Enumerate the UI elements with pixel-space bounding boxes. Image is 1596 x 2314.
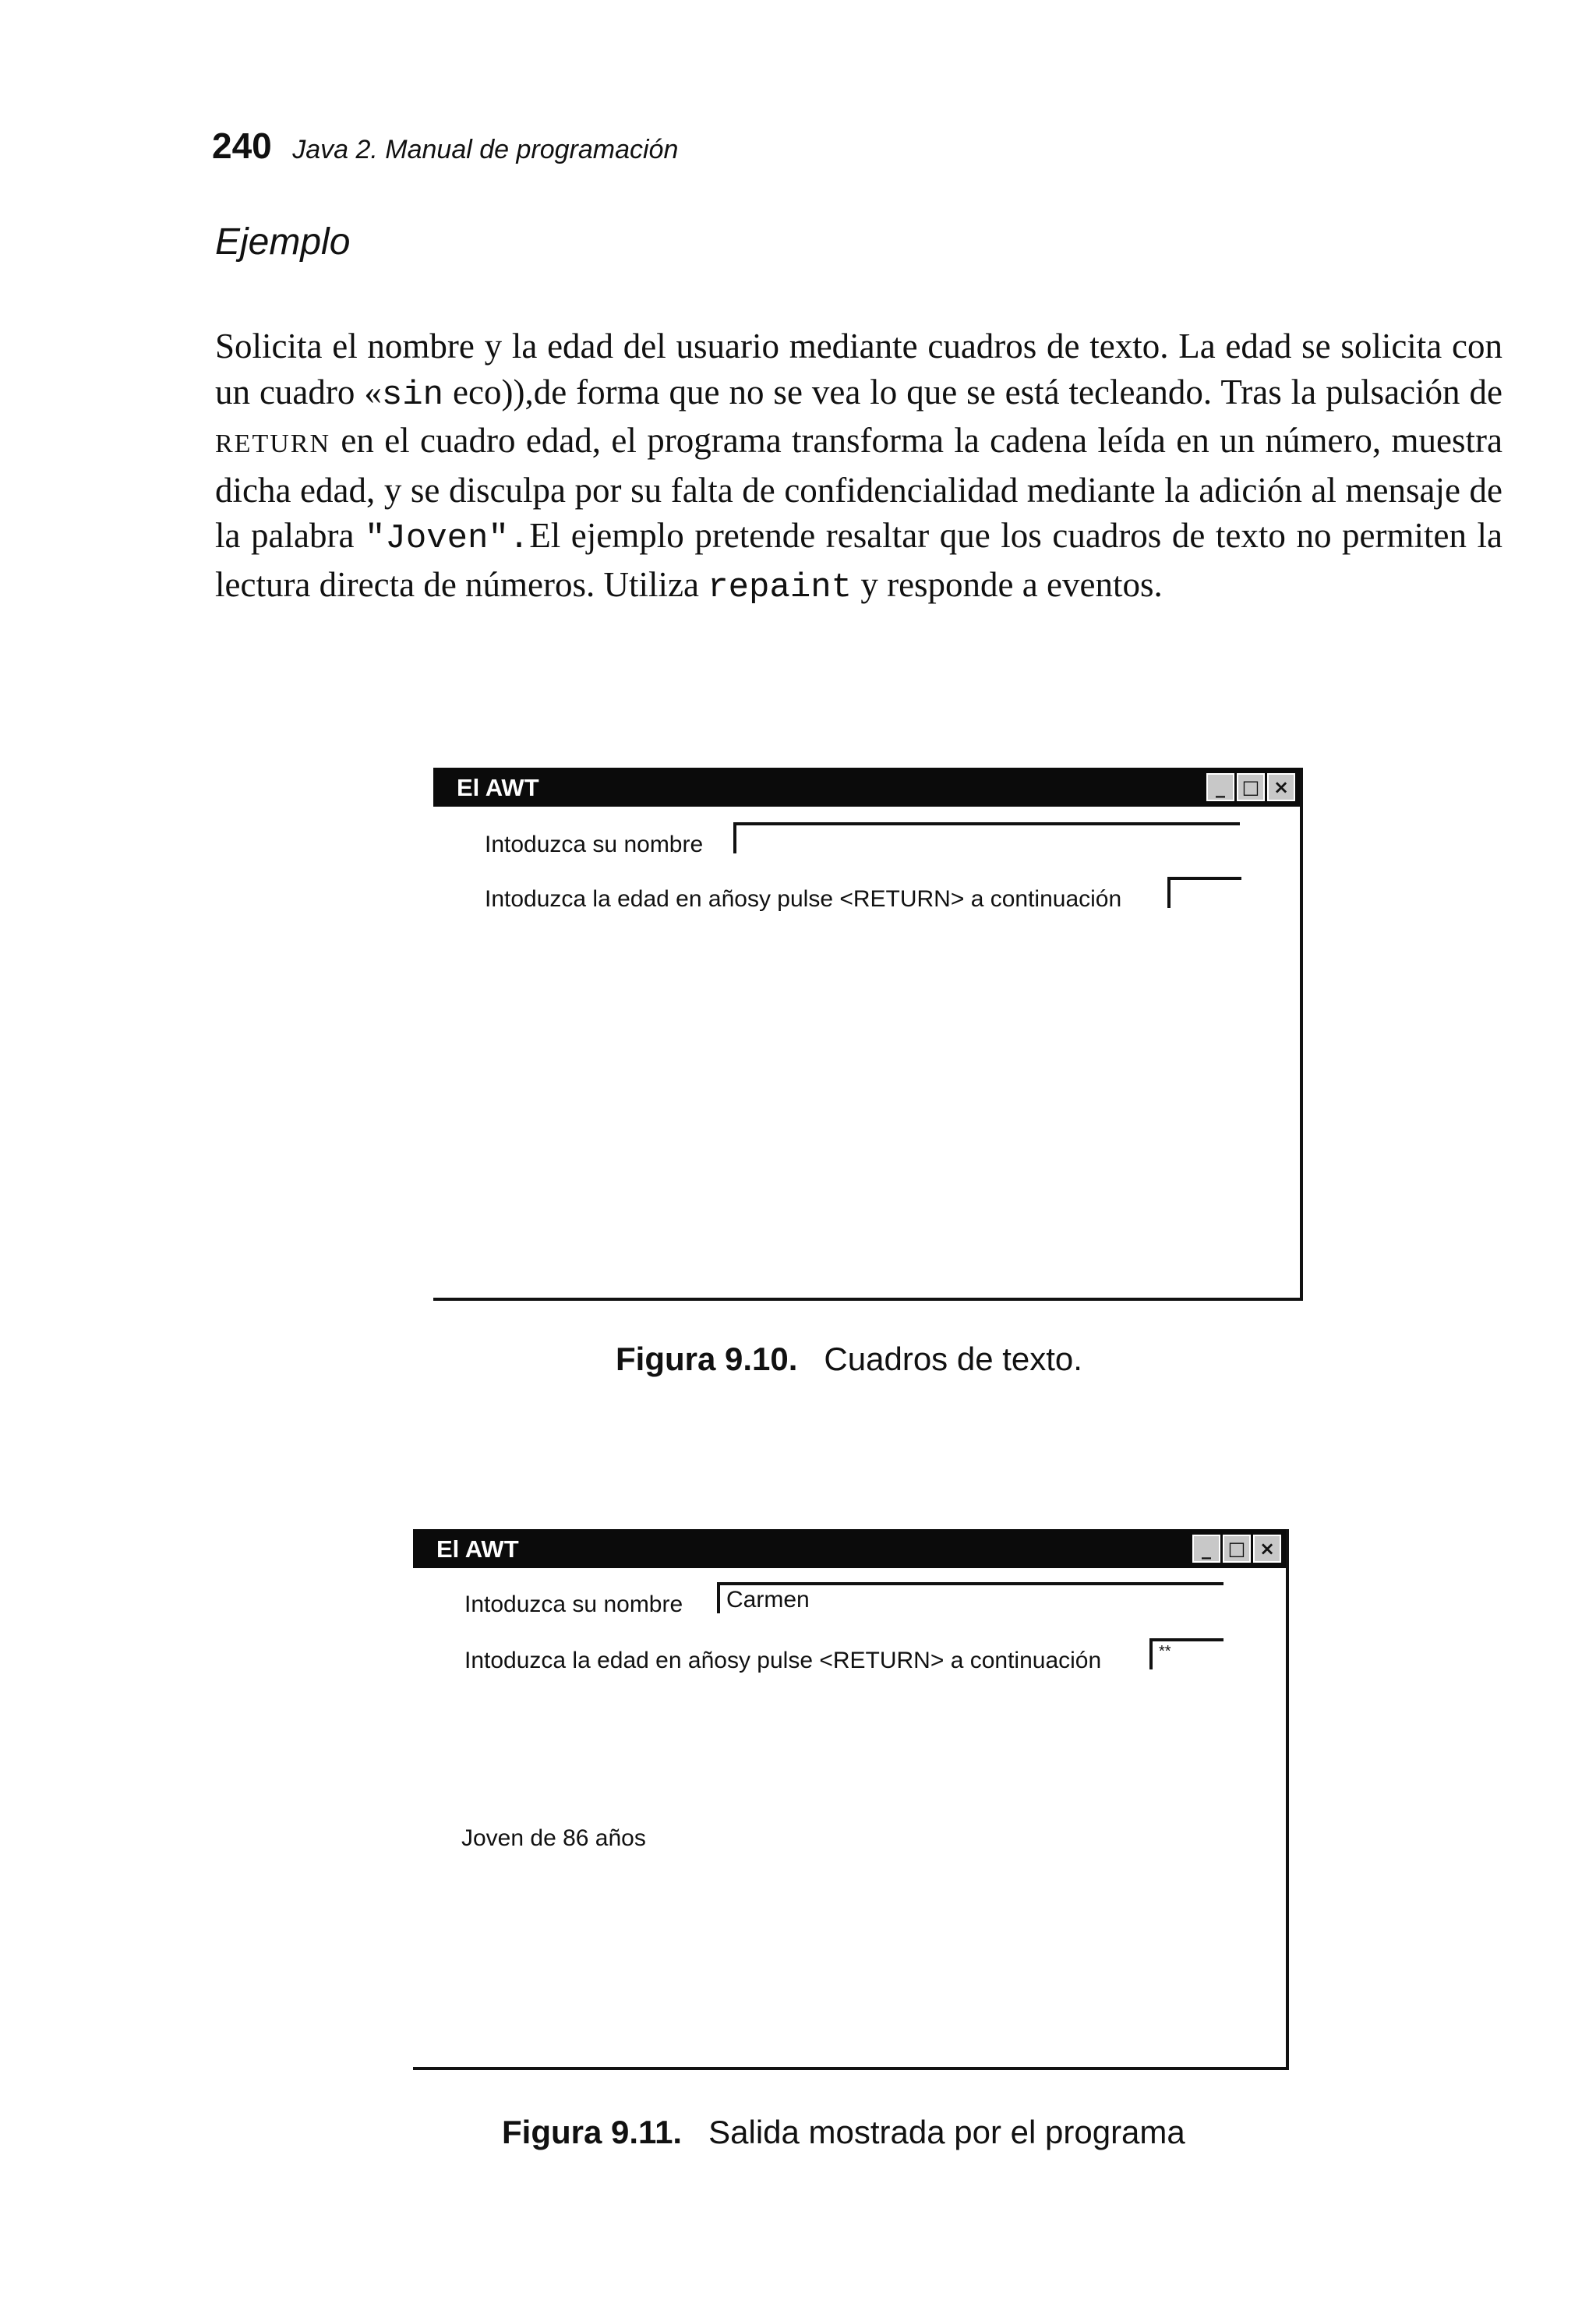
paragraph-text: en el cuadro edad, el programa transforma la cadena leída en un número, muestra dicha edad, y se disculpa por su falta de confidencialidad mediante la adición al mensaje de la palabra [215, 421, 1502, 555]
window-titlebar [433, 768, 1300, 807]
awt-window-output [413, 1529, 1289, 2070]
figure-caption [616, 1341, 1082, 1378]
page-header [212, 125, 678, 167]
figure-caption [502, 2114, 1185, 2151]
minimize-icon[interactable]: _ [1206, 773, 1234, 801]
caption-number: Figura 9.10. [616, 1341, 798, 1377]
window-title: El AWT [457, 774, 539, 801]
output-message: Joven de 86 años [461, 1825, 646, 1851]
paragraph-text: y responde a eventos. [852, 564, 1163, 604]
keyword-return: RETURN [215, 429, 330, 458]
age-label: Intoduzca la edad en añosy pulse <RETURN> a continuación [485, 886, 1122, 912]
page-number: 240 [212, 125, 272, 166]
caption-number: Figura 9.11. [502, 2114, 683, 2150]
code-joven: "Joven". [365, 519, 530, 558]
close-icon[interactable]: × [1253, 1535, 1281, 1563]
age-field[interactable]: ** [1149, 1638, 1223, 1669]
body-paragraph [215, 323, 1502, 610]
name-field[interactable] [733, 822, 1240, 853]
caption-text: Salida mostrada por el programa [708, 2114, 1185, 2150]
section-title: Ejemplo [215, 221, 351, 263]
age-field[interactable] [1167, 877, 1241, 908]
paragraph-text: El ejemplo pretende resaltar que los cuadros de texto no permiten la lectura directa de números. Utiliza [215, 516, 1502, 604]
awt-window-empty [433, 768, 1303, 1301]
maximize-icon[interactable]: □ [1237, 773, 1265, 801]
minimize-icon[interactable]: _ [1192, 1535, 1220, 1563]
maximize-icon[interactable]: □ [1223, 1535, 1251, 1563]
close-icon[interactable]: × [1267, 773, 1295, 801]
name-label: Intoduzca su nombre [485, 832, 704, 857]
book-title: Java 2. Manual de programación [292, 135, 679, 164]
code-repaint: repaint [708, 567, 853, 607]
caption-text: Cuadros de texto. [824, 1341, 1082, 1377]
window-title: El AWT [436, 1535, 519, 1563]
window-titlebar [413, 1529, 1286, 1568]
code-sin: sin [381, 375, 444, 415]
name-field[interactable]: Carmen [717, 1582, 1223, 1613]
name-label: Intoduzca su nombre [464, 1592, 683, 1617]
paragraph-text: eco)),de forma que no se vea lo que se está tecleando. Tras la pulsación de [443, 372, 1502, 412]
age-label: Intoduzca la edad en añosy pulse <RETURN> a continuación [464, 1648, 1102, 1673]
paragraph-text: Solicita el nombre y la edad del usuario mediante cuadros de texto. La edad se solicita con un cuadro « [215, 327, 1502, 412]
